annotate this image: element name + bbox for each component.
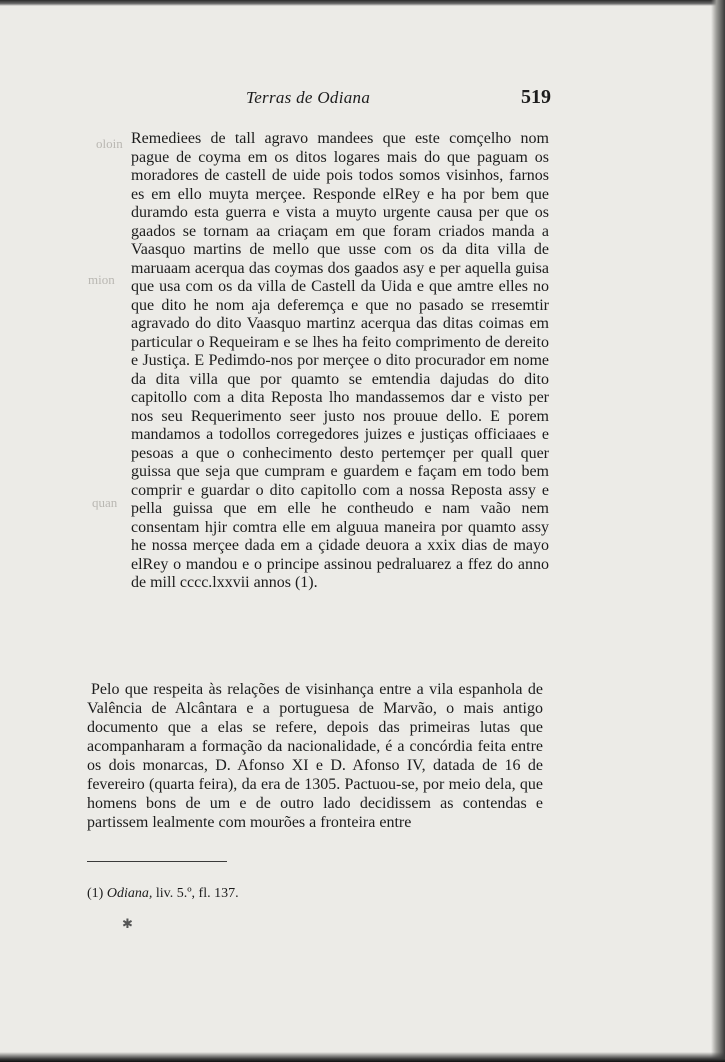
scan-bottom-edge bbox=[0, 1052, 725, 1062]
bleed-through-fragment: mion bbox=[88, 272, 115, 287]
page-number: 519 bbox=[521, 86, 551, 108]
footnote-marker: (1) bbox=[87, 886, 104, 901]
footnote bbox=[87, 886, 239, 902]
footnote-work-title: Odiana, bbox=[106, 886, 153, 901]
quoted-document: Remediees de tall agravo mandees que este comçelho nom pague de coyma em os ditos logares mais do que paguam os moradores de castell de uide pois todos somos visinhos, farnos es em ello muyta merçee. Responde elRey e ha por bem que duramdo esta guerra e vista a muyto urgente causa per que os gaados se tornam aa criaçam em que foram criados manda a Vaasquo martins de mello que usse com os da dita villa de maruaam acerqua das coymas dos gaados asy e per aquella guisa que usa com os da villa de Castell da Uida e que amtre elles no que dito he nom aja deferemça e que no pasado se rresemtir agravado do dito Vaasquo martinz acerqua das ditas coimas em particular o Requeiram e se lhes ha feito comprimento de dereito e Justiça. E Pedimdo-nos por merçee o dito procurador em nome da dita villa que por quamto se emtendia dajudas do dito capitollo com a dita Reposta lho mandassemos dar e visto per nos seu Requerimento seer justo nos prouue dello. E porem mandamos a todollos corregedores juizes e justiças officiaaes e pesoas a que o conhecimento desto pertemçer per quall quer guissa que seja que cumpram e guardem e façam em todo bem comprir e guardar o dito capitollo com a nossa Reposta assy e pella guissa que em elle he contheudo e nam vaão nem consentam hjir comtra elle em alguua maneira por quamto assy he nossa merçee dada em a çidade deuora a xxix dias de mayo elRey o mandou e o principe assinou pedraluarez a ffez do anno de mill cccc.lxxvii annos (1). bbox=[131, 130, 549, 591]
running-title: Terras de Odiana bbox=[246, 88, 371, 107]
scan-right-edge bbox=[711, 0, 725, 1062]
asterisk-icon: ✱ bbox=[122, 916, 133, 931]
body-paragraph: Pelo que respeita às relações de visinhança entre a vila espanhola de Valência de Alcântara e a portuguesa de Marvão, o mais antigo documento que a elas se refere, depois das primeiras lutas que acompanharam a formação da nacionalidade, é a concórdia feita entre os dois monarcas, D. Afonso XI e D. Afonso IV, datada de 16 de fevereiro (quarta feira), da era de 1305. Pactuou-se, por meio dela, que homens bons de um e de outro lado decidissem as contendas e partissem lealmente com mourões a fronteira entre bbox=[87, 681, 543, 831]
footnote-reference: liv. 5.º, fl. 137. bbox=[155, 886, 239, 901]
scan-top-edge bbox=[0, 0, 725, 6]
bleed-through-fragment: oloin bbox=[96, 136, 123, 151]
footnote-rule bbox=[87, 861, 227, 862]
bleed-through-fragment: quan bbox=[92, 495, 118, 510]
